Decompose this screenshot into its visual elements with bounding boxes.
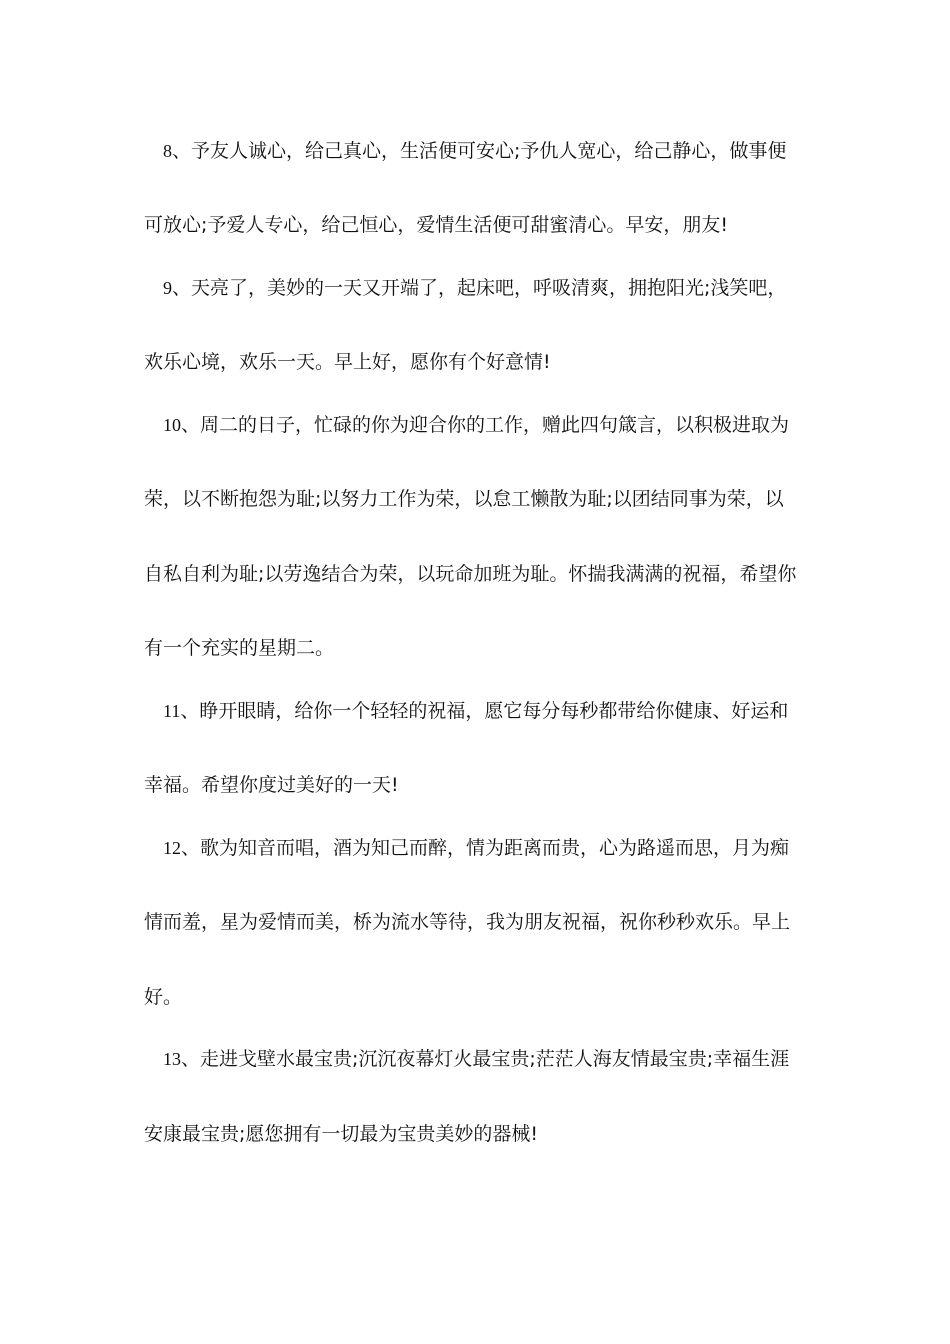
item-number: 10 [163,415,181,435]
item-8-line-2: 可放心;予爱人专心，给己恒心，爱情生活便可甜蜜清心。早安，朋友! [144,214,729,236]
item-13-line-1 [163,1047,833,1071]
item-text: 、走进戈壁水最宝贵;沉沉夜幕灯火最宝贵;茫茫人海友情最宝贵;幸福生涯 [181,1048,790,1070]
item-11-line-2: 幸福。希望你度过美好的一天! [144,774,399,796]
item-12-line-1 [163,836,833,860]
item-number: 11 [163,701,181,721]
item-number: 13 [163,1049,181,1069]
item-number: 12 [163,838,181,858]
item-9-line-2: 欢乐心境，欢乐一天。早上好，愿你有个好意情! [144,351,551,373]
item-10-line-2: 荣，以不断抱怨为耻;以努力工作为荣，以怠工懒散为耻;以团结同事为荣，以 [144,488,784,510]
item-text: 、周二的日子，忙碌的你为迎合你的工作，赠此四句箴言，以积极进取为 [181,414,790,436]
item-text: 、歌为知音而唱，酒为知己而醉，情为距离而贵，心为路遥而思，月为痴 [181,837,790,859]
item-text: 、予友人诚心，给己真心，生活便可安心;予仇人宽心，给己静心，做事便 [172,140,787,162]
item-10-line-3: 自私自利为耻;以劳逸结合为荣，以玩命加班为耻。怀揣我满满的祝福，希望你 [144,563,797,585]
item-12-line-3: 好。 [144,986,183,1008]
item-text: 、天亮了，美妙的一天又开端了，起床吧，呼吸清爽，拥抱阳光;浅笑吧， [172,277,787,299]
item-12-line-2: 情而羞，星为爱情而美，桥为流水等待，我为朋友祝福，祝你秒秒欢乐。早上 [144,911,791,933]
item-10-line-4: 有一个充实的星期二。 [144,637,335,659]
item-10-line-1 [163,413,833,437]
item-8-line-1 [163,139,833,163]
item-13-line-2: 安康最宝贵;愿您拥有一切最为宝贵美妙的器械! [144,1123,539,1145]
item-number: 8 [163,141,172,161]
item-text: 、睁开眼睛，给你一个轻轻的祝福，愿它每分每秒都带给你健康、好运和 [180,700,789,722]
item-11-line-1 [163,699,833,723]
item-number: 9 [163,278,172,298]
item-9-line-1 [163,276,833,300]
